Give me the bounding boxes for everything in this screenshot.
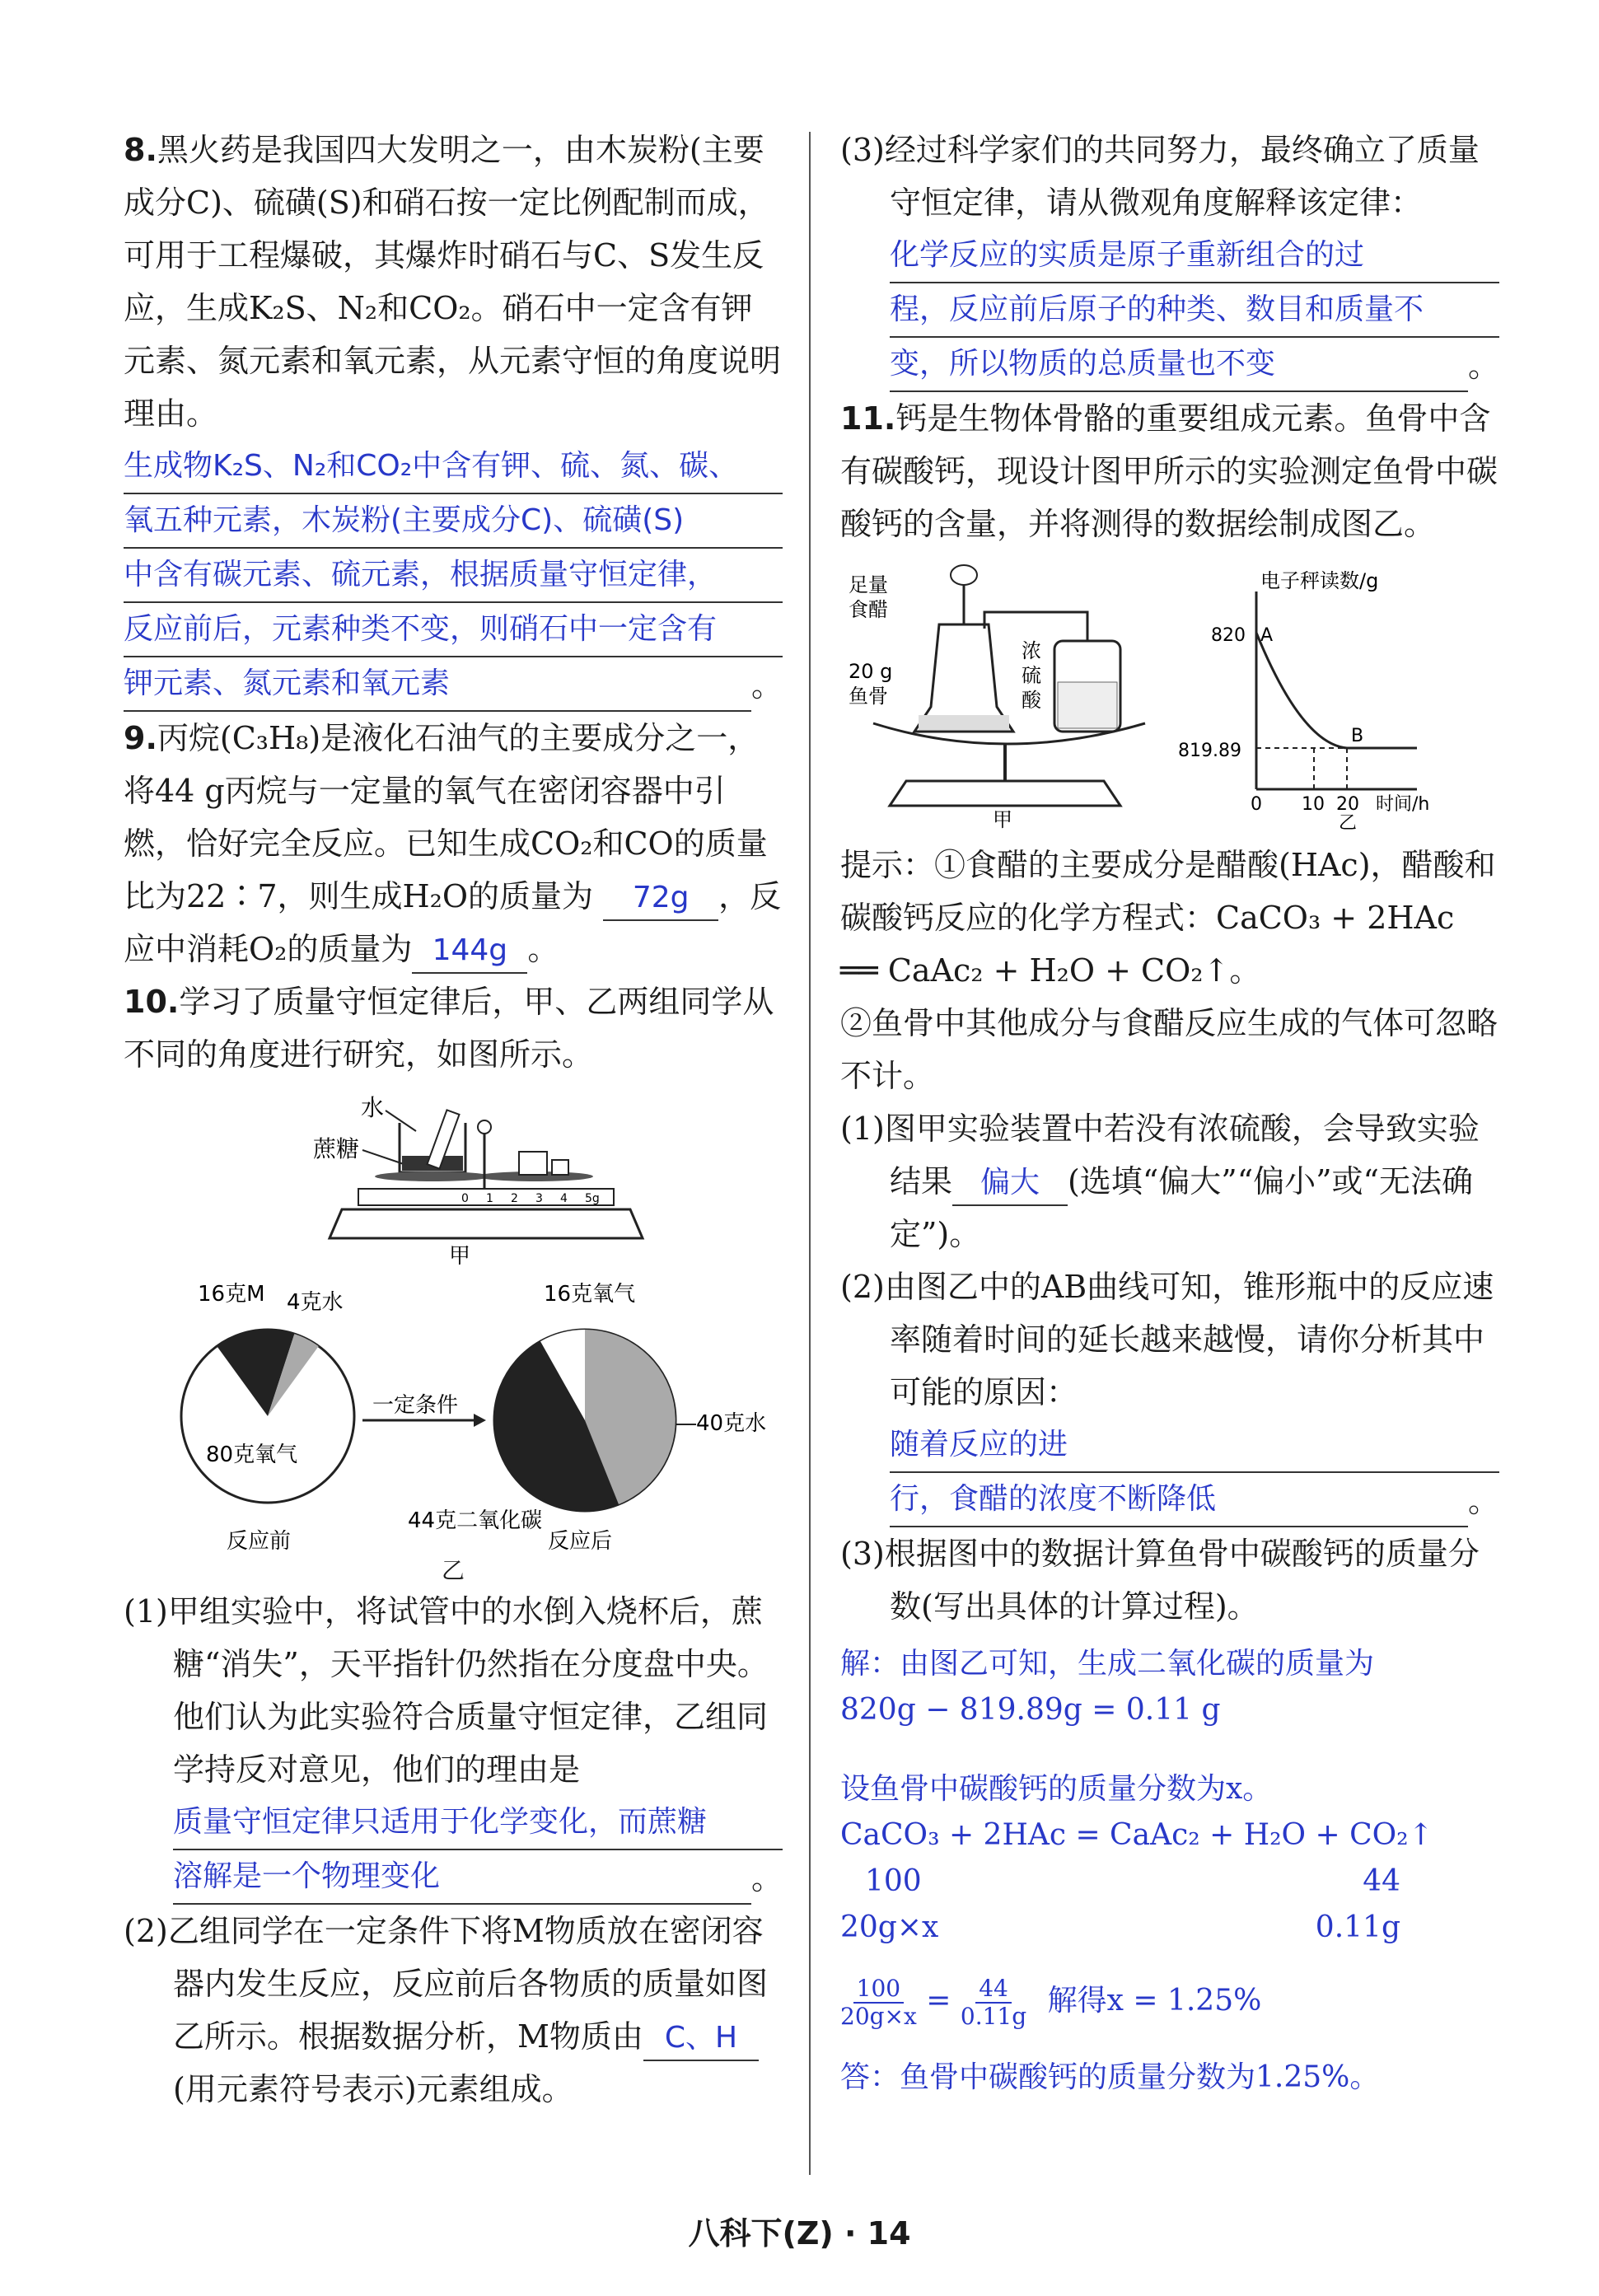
figure-caption: 甲 — [993, 808, 1012, 831]
question-text: (1)图甲实验装置中若没有浓硫酸，会导致实验结果 — [840, 1111, 1480, 1199]
label-water: 水 — [361, 1094, 385, 1121]
molar-mass-co2: 44 — [1363, 1864, 1400, 1898]
label-16g-oxygen: 16克氧气 — [544, 1282, 636, 1307]
answer-block — [173, 1796, 783, 1905]
fraction-numerator: 100 — [853, 1976, 904, 2004]
point-b-label: B — [1351, 726, 1364, 746]
arrow-label: 一定条件 — [372, 1393, 459, 1418]
scale-tick: 5g — [585, 1192, 600, 1205]
question-text-end: (用元素符号表示)元素组成。 — [173, 2071, 573, 2107]
figure-caption: 乙 — [1339, 813, 1358, 834]
answer-line: 钾元素、氮元素和氧元素 — [124, 657, 751, 712]
hint-1: 提示：①食醋的主要成分是醋酸(HAc)，醋酸和碳酸钙反应的化学方程式：CaCO₃ + 2HAc ══ CaAc₂ + H₂O + CO₂↑。 — [840, 847, 1496, 989]
x-tick-10: 10 — [1302, 794, 1325, 815]
figure-row — [840, 559, 1499, 834]
question-text: (1)甲组实验中，将试管中的水倒入烧杯后，蔗糖“消失”，天平指针仍然指在分度盘中央。他们认为此实验符合质量守恒定律，乙组同学持反对意见，他们的理由是 — [124, 1593, 769, 1788]
pivot — [478, 1120, 491, 1134]
question-text-mid: ，反应中消耗O₂的质量为 — [124, 878, 782, 967]
arrow-head — [474, 1414, 486, 1427]
period: 。 — [750, 1860, 783, 1896]
acid-liquid — [1058, 682, 1117, 728]
fraction-right — [961, 1976, 1026, 2030]
answer-block — [890, 229, 1499, 392]
period: 。 — [1467, 348, 1499, 384]
scale-tick: 0 — [461, 1192, 469, 1205]
question-text: 丙烷(C₃H₈)是液化石油气的主要成分之一，将44 g丙烷与一定量的氧气在密闭容器中引燃，恰好完全反应。已知生成CO₂和CO的质量比为22∶7，则生成H₂O的质量为 — [124, 720, 768, 914]
solution-block — [840, 1641, 1499, 2101]
label-after: 反应后 — [548, 1529, 613, 1554]
label-80g-oxygen: 80克氧气 — [206, 1443, 298, 1467]
solution-line: 解：由图乙可知，生成二氧化碳的质量为 — [840, 1647, 1375, 1681]
answer-line: 溶解是一个物理变化 — [173, 1850, 751, 1905]
weight-small — [552, 1160, 568, 1175]
mass-co2: 0.11g — [1315, 1910, 1400, 1944]
label-16g-m: 16克M — [198, 1282, 265, 1307]
answer-block — [890, 1419, 1499, 1527]
question-number: 10. — [124, 984, 180, 1020]
answer-line: 氧五种元素，木炭粉(主要成分C)、硫磺(S) — [124, 494, 783, 549]
label-acid: 硫 — [1022, 664, 1041, 687]
fraction-denominator: 0.11g — [960, 2003, 1027, 2030]
question-text: (3)根据图中的数据计算鱼骨中碳酸钙的质量分数(写出具体的计算过程)。 — [840, 1536, 1480, 1625]
funnel-bulb — [951, 565, 977, 585]
question-text: (3)经过科学家们的共同努力，最终确立了质量守恒定律，请从微观角度解释该定律： — [840, 132, 1480, 221]
scale-tick: 3 — [535, 1192, 543, 1205]
balance-figure — [264, 1086, 643, 1267]
solution-line: 820g − 819.89g = 0.11 g — [840, 1693, 1221, 1727]
label-acid: 浓 — [1022, 639, 1041, 662]
balance-base — [330, 1209, 643, 1238]
left-pan — [375, 1171, 490, 1181]
hint-2: ②鱼骨中其他成分与食醋反应生成的气体可忽略不计。 — [840, 1005, 1498, 1094]
question-11 — [840, 392, 1499, 2101]
connecting-tube — [984, 612, 1087, 641]
answer-line: 程，反应前后原子的种类、数目和质量不 — [890, 283, 1499, 338]
question-text: 黑火药是我国四大发明之一，由木炭粉(主要成分C)、硫磺(S)和硝石按一定比例配制而成，可用于工程爆破，其爆炸时硝石与C、S发生反应，生成K₂S、N₂和CO₂。硝石中一定含有钾元素、氮元素和氧元素，从元素守恒的角度说明理由。 — [124, 132, 782, 432]
question-text-end: (选填“偏大”“偏小”或“无法确定”)。 — [890, 1163, 1473, 1252]
y-axis-label: 电子秤读数/g — [1260, 569, 1379, 592]
ratio-row — [840, 1859, 1400, 1905]
label-fish: 鱼骨 — [849, 685, 888, 708]
answer-blank-water: 72g — [603, 877, 718, 921]
question-11-3 — [840, 1527, 1499, 1633]
scale-base — [890, 781, 1120, 806]
answer-line: 化学反应的实质是原子重新组合的过 — [890, 229, 1499, 283]
figure-caption: 乙 — [441, 1557, 465, 1584]
question-10 — [124, 975, 783, 2116]
column-divider — [809, 132, 811, 2175]
right-column — [840, 124, 1499, 2101]
period: 。 — [750, 667, 783, 704]
apparatus-figure — [840, 559, 1170, 830]
answer-line: 反应前后，元素种类不变，则硝石中一定含有 — [124, 603, 783, 657]
figure-caption: 甲 — [449, 1244, 471, 1269]
question-11-1 — [840, 1102, 1499, 1260]
molar-mass-caco3: 100 — [865, 1864, 922, 1898]
period: 。 — [527, 931, 559, 967]
left-column — [124, 124, 783, 2116]
label-40g-water: 40克水 — [696, 1411, 767, 1436]
question-number: 9. — [124, 720, 157, 756]
answer-line: 质量守恒定律只适用于化学变化，而蔗糖 — [173, 1796, 783, 1850]
label-44g-co2: 44克二氧化碳 — [408, 1508, 543, 1533]
question-text: (2)乙组同学在一定条件下将M物质放在密闭容器内发生反应，反应前后各物质的质量如图乙所示。根据数据分析，M物质由 — [124, 1913, 769, 2055]
final-answer: 答：鱼骨中碳酸钙的质量分数为1.25%。 — [840, 2060, 1380, 2094]
scale-tick: 4 — [560, 1192, 568, 1205]
answer-line: 随着反应的进 — [890, 1419, 1499, 1473]
mass-caco3: 20g×x — [840, 1910, 939, 1944]
pie-after — [494, 1330, 676, 1511]
question-number: 11. — [840, 400, 896, 437]
label-sugar: 蔗糖 — [313, 1135, 360, 1162]
label-vinegar: 食醋 — [849, 598, 888, 621]
ab-curve — [1256, 633, 1347, 748]
fraction-left — [840, 1976, 917, 2030]
y-tick-819-89: 819.89 — [1178, 741, 1241, 761]
question-8 — [124, 124, 783, 712]
result: 解得x = 1.25% — [1047, 1984, 1262, 2018]
label-vinegar: 足量 — [849, 573, 888, 596]
answer-line: 变，所以物质的总质量也不变 — [890, 338, 1468, 392]
chemical-equation: CaCO₃ + 2HAc = CaAc₂ + H₂O + CO₂↑ — [840, 1818, 1433, 1852]
question-10-1 — [124, 1585, 783, 1905]
x-tick-20: 20 — [1336, 794, 1359, 815]
answer-blank-elements: C、H — [643, 2017, 759, 2061]
answer-line: 中含有碳元素、硫元素，根据质量守恒定律， — [124, 549, 783, 603]
weight — [519, 1152, 547, 1175]
label-before: 反应前 — [227, 1529, 292, 1554]
fraction-denominator: 20g×x — [840, 2003, 917, 2030]
y-tick-820: 820 — [1211, 625, 1246, 646]
leader-line — [362, 1150, 404, 1164]
question-10-3 — [840, 124, 1499, 392]
point-a-label: A — [1260, 625, 1274, 646]
question-11-2 — [840, 1260, 1499, 1527]
question-10-2 — [124, 1905, 783, 2116]
pie-figure — [157, 1272, 767, 1554]
solution-line: 设鱼骨中碳酸钙的质量分数为x。 — [840, 1772, 1273, 1806]
question-text: 学习了质量守恒定律后，甲、乙两组同学从不同的角度进行研究，如图所示。 — [124, 984, 774, 1073]
scale-tick: 1 — [486, 1192, 493, 1205]
question-text: 钙是生物体骨骼的重要组成元素。鱼骨中含有碳酸钙，现设计图甲所示的实验测定鱼骨中碳酸钙的含量，并将测得的数据绘制成图乙。 — [840, 400, 1498, 542]
fraction-numerator: 44 — [975, 1976, 1012, 2004]
question-number: 8. — [124, 132, 157, 168]
answer-blank-result: 偏大 — [952, 1162, 1068, 1206]
flask-liquid — [919, 715, 1009, 730]
question-text: (2)由图乙中的AB曲线可知，锥形瓶中的反应速率随着时间的延长越来越慢，请你分析其中可能的原因： — [840, 1269, 1494, 1410]
x-axis-label: 时间/h — [1376, 794, 1430, 815]
scale-tick: 2 — [511, 1192, 518, 1205]
period: 。 — [1467, 1483, 1499, 1519]
label-4g-water: 4克水 — [287, 1290, 344, 1315]
ratio-row — [840, 1905, 1400, 1951]
answer-line: 行，食醋的浓度不断降低 — [890, 1473, 1468, 1527]
label-acid: 酸 — [1022, 689, 1041, 712]
question-9 — [124, 712, 783, 975]
label-fish: 20 g — [849, 660, 893, 683]
answer-block — [124, 440, 783, 712]
page-footer: 八科下(Z) · 14 — [688, 2215, 911, 2252]
answer-blank-oxygen: 144g — [412, 929, 527, 974]
proportion-line: $\frac{100}{20g\times x}$ = $\frac{44}{0.11g}$ 解得x = 1.25% — [840, 1975, 1262, 2030]
mass-time-graph — [1178, 559, 1491, 834]
answer-line: 生成物K₂S、N₂和CO₂中含有钾、硫、氮、碳、 — [124, 440, 783, 494]
x-tick-0: 0 — [1251, 794, 1262, 815]
pie-before — [181, 1330, 354, 1503]
